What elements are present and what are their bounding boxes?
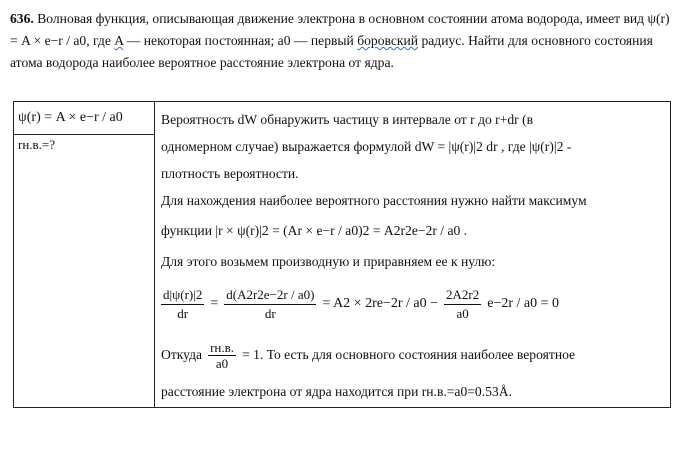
solution-line-3: плотность вероятности.: [161, 166, 299, 181]
given-formula: ψ(r) = A × e−r / a0: [18, 110, 123, 125]
solution-line-2: одномерном случае) выражается формулой dW = |ψ(r)|2 dr , где |ψ(r)|2 -: [161, 139, 572, 154]
problem-text-1: Волновая функция, описывающая движение электрона в основном состоянии атома водорода, имеет вид: [37, 11, 645, 26]
solution-line-6: Для этого возьмем производную и приравняем ее к нулю:: [161, 254, 496, 269]
find-quantity: rн.в.=?: [18, 137, 56, 152]
result-fraction: $\frac{rн.в.}{a0}$: [210, 339, 234, 371]
solution-line-4: Для нахождения наиболее вероятного расстояния нужно найти максимум: [161, 193, 587, 208]
solution-line-1: Вероятность dW обнаружить частицу в интервале от r до r+dr (в: [161, 112, 534, 127]
solution-column: [155, 102, 671, 408]
derivative-fraction-2: $\frac{d(A2r2e-2r / a0)}{dr}$: [226, 286, 315, 321]
derivative-fraction-3: $\frac{2A2r2}{a0}$: [446, 286, 480, 321]
problem-text-5: радиус. Найти для основного состояния атома водорода наиболее вероятное расстояние электрона от ядра.: [10, 33, 653, 70]
derivative-equation: $\frac{d|\psi(r)|2}{dr}$ = $\frac{d(A2r2e-2r / a0)}{dr}$ = A2 × 2re−2r / a0 − $\frac{2A2r2}{a0}$ e−2r / a0 = 0: [163, 286, 560, 321]
solution-table: [13, 101, 671, 408]
problem-number: 636.: [10, 11, 34, 26]
problem-text-3: — некоторая постоянная; a0 — первый: [126, 33, 354, 48]
problem-formula: ψ(r) = A × e−r / a0: [10, 11, 670, 48]
solution-line-5: функции |r × ψ(r)|2 = (Ar × e−r / a0)2 = A2r2e−2r / a0 .: [161, 223, 468, 238]
final-answer: расстояние электрона от ядра находится при rн.в.=a0=0.53Å.: [161, 384, 512, 399]
problem-statement: [10, 8, 672, 74]
derivative-fraction-1: $\frac{d|\psi(r)|2}{dr}$: [163, 286, 203, 321]
given-column: [14, 102, 155, 408]
result-line: Откуда $\frac{rн.в.}{a0}$ = 1. То есть для основного состояния наиболее вероятное: [161, 339, 576, 371]
problem-text-wavy: боровский: [357, 33, 419, 48]
problem-var-a: A: [114, 33, 124, 48]
problem-text-2: , где: [86, 33, 111, 48]
